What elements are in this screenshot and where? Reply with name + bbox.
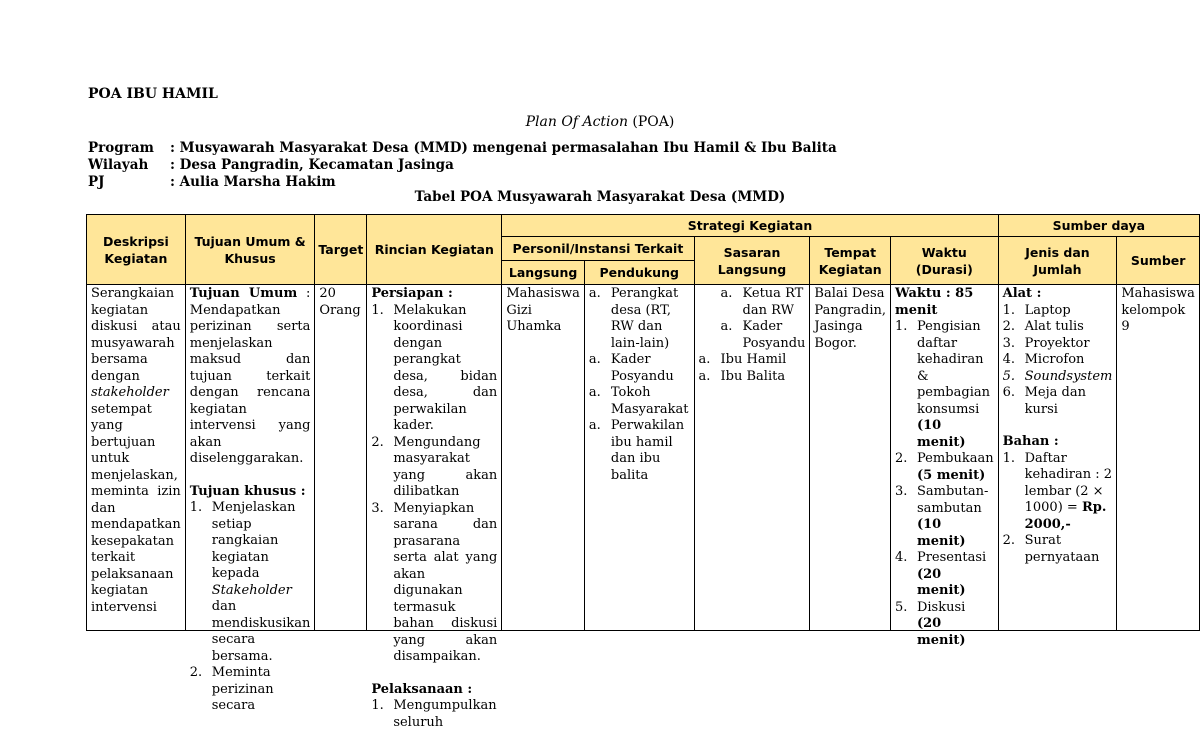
list-text: Laptop	[1024, 302, 1071, 318]
meta-label: Wilayah	[88, 157, 149, 173]
list-number: 1.	[371, 302, 384, 318]
list-text: Pembukaan	[916, 451, 994, 466]
list-number: 2.	[189, 665, 203, 680]
cell-deskripsi	[87, 285, 186, 631]
list-text: Sambutan-sambutan	[916, 484, 989, 516]
header-sumber-daya: Sumber daya	[998, 215, 1199, 237]
list-item	[895, 484, 994, 550]
target-unit: Orang	[319, 302, 361, 318]
table-row	[87, 285, 1200, 631]
list-number: 5.	[1002, 368, 1016, 384]
header-tempat: Tempat Kegiatan	[810, 237, 891, 285]
list-number: 1.	[894, 319, 908, 334]
tujuan-umum-text: : Mendapatkan perizinan serta menjelaskan maksud dan tujuan terkait dengan rencana kegiatan intervensi yang akan diselenggarakan.	[189, 286, 311, 466]
header-target: Target	[315, 215, 367, 285]
waktu-label: Waktu : 85 menit	[894, 286, 974, 318]
bahan-list	[1003, 451, 1113, 567]
list-text: Mengumpulkan seluruh	[393, 698, 497, 730]
pelaksanaan-list	[371, 698, 497, 731]
list-item	[190, 500, 311, 665]
list-item	[699, 286, 806, 319]
list-marker: a.	[698, 352, 711, 367]
header-waktu: Waktu (Durasi)	[890, 237, 998, 285]
list-text-italic: Stakeholder	[211, 582, 292, 598]
list-item	[371, 303, 497, 435]
list-number: 3.	[1002, 335, 1016, 351]
header-sumber: Sumber	[1117, 237, 1200, 285]
cell-rincian	[367, 285, 502, 730]
list-marker: a.	[720, 286, 733, 301]
deskripsi-text-2: setempat yang bertujuan untuk menjelaskan, meminta izin dan mendapatkan kesepakatan terkait pelaksanaan kegiatan intervensi	[91, 401, 181, 615]
tempat-value: Balai Desa Pangradin, Jasinga Bogor.	[814, 286, 886, 351]
list-item	[1003, 319, 1113, 336]
list-marker: a.	[588, 418, 601, 433]
meta-label: PJ	[88, 174, 105, 190]
list-item	[1003, 303, 1113, 320]
meta-value: : Musyawarah Masyarakat Desa (MMD) mengenai permasalahan Ibu Hamil & Ibu Balita	[170, 140, 837, 156]
header-sasaran: Sasaran Langsung	[694, 237, 810, 285]
list-text: Meja dan kursi	[1024, 385, 1086, 417]
list-number: 5.	[894, 599, 908, 615]
poa-title-rest: (POA)	[627, 114, 675, 130]
list-duration: (10 menit)	[916, 517, 966, 549]
header-tujuan: Tujuan Umum & Khusus	[185, 215, 315, 285]
header-strategi: Strategi Kegiatan	[502, 215, 998, 237]
deskripsi-italic: stakeholder	[91, 385, 169, 400]
list-duration: (5 menit)	[916, 467, 986, 483]
header-rincian: Rincian Kegiatan	[367, 215, 502, 285]
list-text: Tokoh Masyarakat	[610, 385, 689, 417]
list-number: 1.	[189, 500, 203, 515]
list-item	[895, 319, 994, 451]
list-number: 1.	[1002, 302, 1016, 318]
list-item	[371, 698, 497, 731]
list-number: 2.	[1002, 319, 1016, 334]
list-number: 2.	[894, 451, 908, 466]
list-item	[589, 286, 690, 352]
cell-tujuan	[185, 285, 315, 713]
poa-title	[0, 114, 1200, 130]
header-langsung: Langsung	[502, 261, 585, 285]
list-text: Perwakilan ibu hamil dan ibu balita	[610, 418, 685, 483]
list-item	[589, 385, 690, 418]
list-item	[371, 435, 497, 501]
poa-table	[86, 214, 1200, 730]
header-jenis: Jenis dan Jumlah	[998, 237, 1117, 285]
list-text: Diskusi	[916, 599, 966, 615]
meta-block	[88, 140, 837, 191]
bahan-label: Bahan :	[1002, 434, 1059, 449]
list-item	[589, 352, 690, 385]
list-text: Menjelaskan setiap rangkaian kegiatan kepada	[211, 500, 296, 581]
cell-jenis	[998, 285, 1117, 631]
list-item	[190, 665, 311, 715]
cell-sumber	[1117, 285, 1200, 631]
list-text: Ketua RT dan RW	[742, 286, 804, 318]
list-text: Microfon	[1024, 352, 1085, 367]
list-text: Alat tulis	[1024, 319, 1084, 334]
header-personil: Personil/Instansi Terkait	[502, 237, 694, 261]
list-text: Mengundang masyarakat yang akan dilibatkan	[393, 434, 498, 499]
tujuan-khusus-label: Tujuan khusus :	[189, 483, 306, 499]
meta-program	[88, 140, 837, 157]
list-marker: a.	[720, 319, 733, 334]
list-item	[1003, 385, 1113, 418]
persiapan-list	[371, 303, 497, 666]
list-text: Presentasi	[916, 550, 987, 565]
list-text: Soundsystem	[1024, 368, 1113, 384]
list-number: 4.	[1002, 352, 1016, 367]
list-number: 4.	[894, 550, 908, 565]
header-pendukung: Pendukung	[584, 261, 694, 285]
list-item	[1003, 369, 1113, 386]
list-item	[1003, 533, 1113, 566]
tujuan-umum-label: Tujuan Umum	[189, 286, 298, 301]
deskripsi-text: Serangkaian kegiatan diskusi atau musyawarah bersama dengan	[91, 286, 181, 384]
list-number: 1.	[371, 698, 384, 713]
cell-tempat	[810, 285, 891, 631]
list-item	[895, 550, 994, 600]
pendukung-list	[589, 286, 690, 484]
list-number: 2.	[371, 434, 384, 450]
list-number: 1.	[1002, 450, 1016, 466]
list-text: Pengisian daftar kehadiran & pembagian konsumsi	[916, 319, 990, 417]
list-text: Daftar kehadiran : 2 lembar (2 × 1000) =	[1024, 450, 1113, 515]
sasaran-list	[699, 286, 806, 385]
list-text: Surat pernyataan	[1024, 533, 1100, 565]
list-text: Kader Posyandu	[610, 352, 674, 384]
persiapan-label: Persiapan :	[371, 286, 453, 301]
sumber-value: Mahasiswa kelompok 9	[1121, 286, 1195, 334]
cell-sasaran	[694, 285, 810, 631]
target-value: 20	[319, 286, 336, 301]
list-text: Melakukan koordinasi dengan perangkat desa, bidan desa, dan perwakilan kader.	[393, 302, 498, 433]
meta-value: : Desa Pangradin, Kecamatan Jasinga	[170, 157, 454, 173]
list-text: Perangkat desa (RT, RW dan lain-lain)	[610, 286, 679, 351]
list-text: Kader Posyandu	[742, 319, 806, 351]
list-text-post: dan mendiskusikan secara bersama.	[211, 599, 311, 664]
list-marker: a.	[588, 286, 601, 301]
meta-wilayah	[88, 157, 837, 174]
list-duration: (20 menit)	[916, 566, 966, 598]
list-item	[1003, 336, 1113, 353]
list-item	[895, 600, 994, 650]
list-item	[1003, 451, 1113, 534]
pelaksanaan-label: Pelaksanaan :	[371, 681, 473, 697]
waktu-list	[895, 319, 994, 649]
header-deskripsi: Deskripsi Kegiatan	[87, 215, 186, 285]
list-text: Menyiapkan sarana dan prasarana serta alat yang akan digunakan termasuk bahan diskusi yang akan disampaikan.	[393, 500, 498, 664]
cell-waktu	[890, 285, 998, 648]
cell-langsung	[502, 285, 585, 631]
langsung-value: Mahasiswa Gizi Uhamka	[506, 286, 580, 334]
list-duration: (10 menit)	[916, 418, 966, 450]
list-item	[371, 501, 497, 666]
list-price: Rp. 2000,-	[1024, 500, 1107, 532]
poa-title-italic: Plan Of Action	[525, 114, 628, 130]
list-marker: a.	[588, 385, 601, 400]
meta-label: Program	[88, 140, 154, 156]
alat-label: Alat :	[1002, 286, 1042, 301]
cell-pendukung	[584, 285, 694, 631]
list-text: Meminta perizinan secara	[211, 665, 274, 713]
list-text: Ibu Balita	[720, 368, 786, 384]
list-number: 3.	[371, 500, 384, 516]
list-text: Proyektor	[1024, 335, 1090, 351]
list-number: 6.	[1002, 385, 1016, 400]
list-number: 3.	[894, 484, 908, 499]
list-marker: a.	[588, 352, 601, 367]
list-item	[895, 451, 994, 484]
list-marker: a.	[698, 368, 711, 384]
list-item	[1003, 352, 1113, 369]
list-item	[589, 418, 690, 484]
document-title: POA IBU HAMIL	[88, 86, 218, 102]
list-number: 2.	[1002, 533, 1016, 548]
alat-list	[1003, 303, 1113, 419]
table-title: Tabel POA Musyawarah Masyarakat Desa (MMD)	[414, 189, 786, 205]
list-item	[699, 319, 806, 352]
tujuan-khusus-list	[190, 500, 311, 715]
list-text: Ibu Hamil	[720, 352, 787, 367]
list-duration: (20 menit)	[916, 616, 966, 648]
list-item	[699, 352, 806, 369]
list-item	[699, 369, 806, 386]
meta-value: : Aulia Marsha Hakim	[170, 174, 336, 190]
cell-target	[315, 285, 367, 631]
